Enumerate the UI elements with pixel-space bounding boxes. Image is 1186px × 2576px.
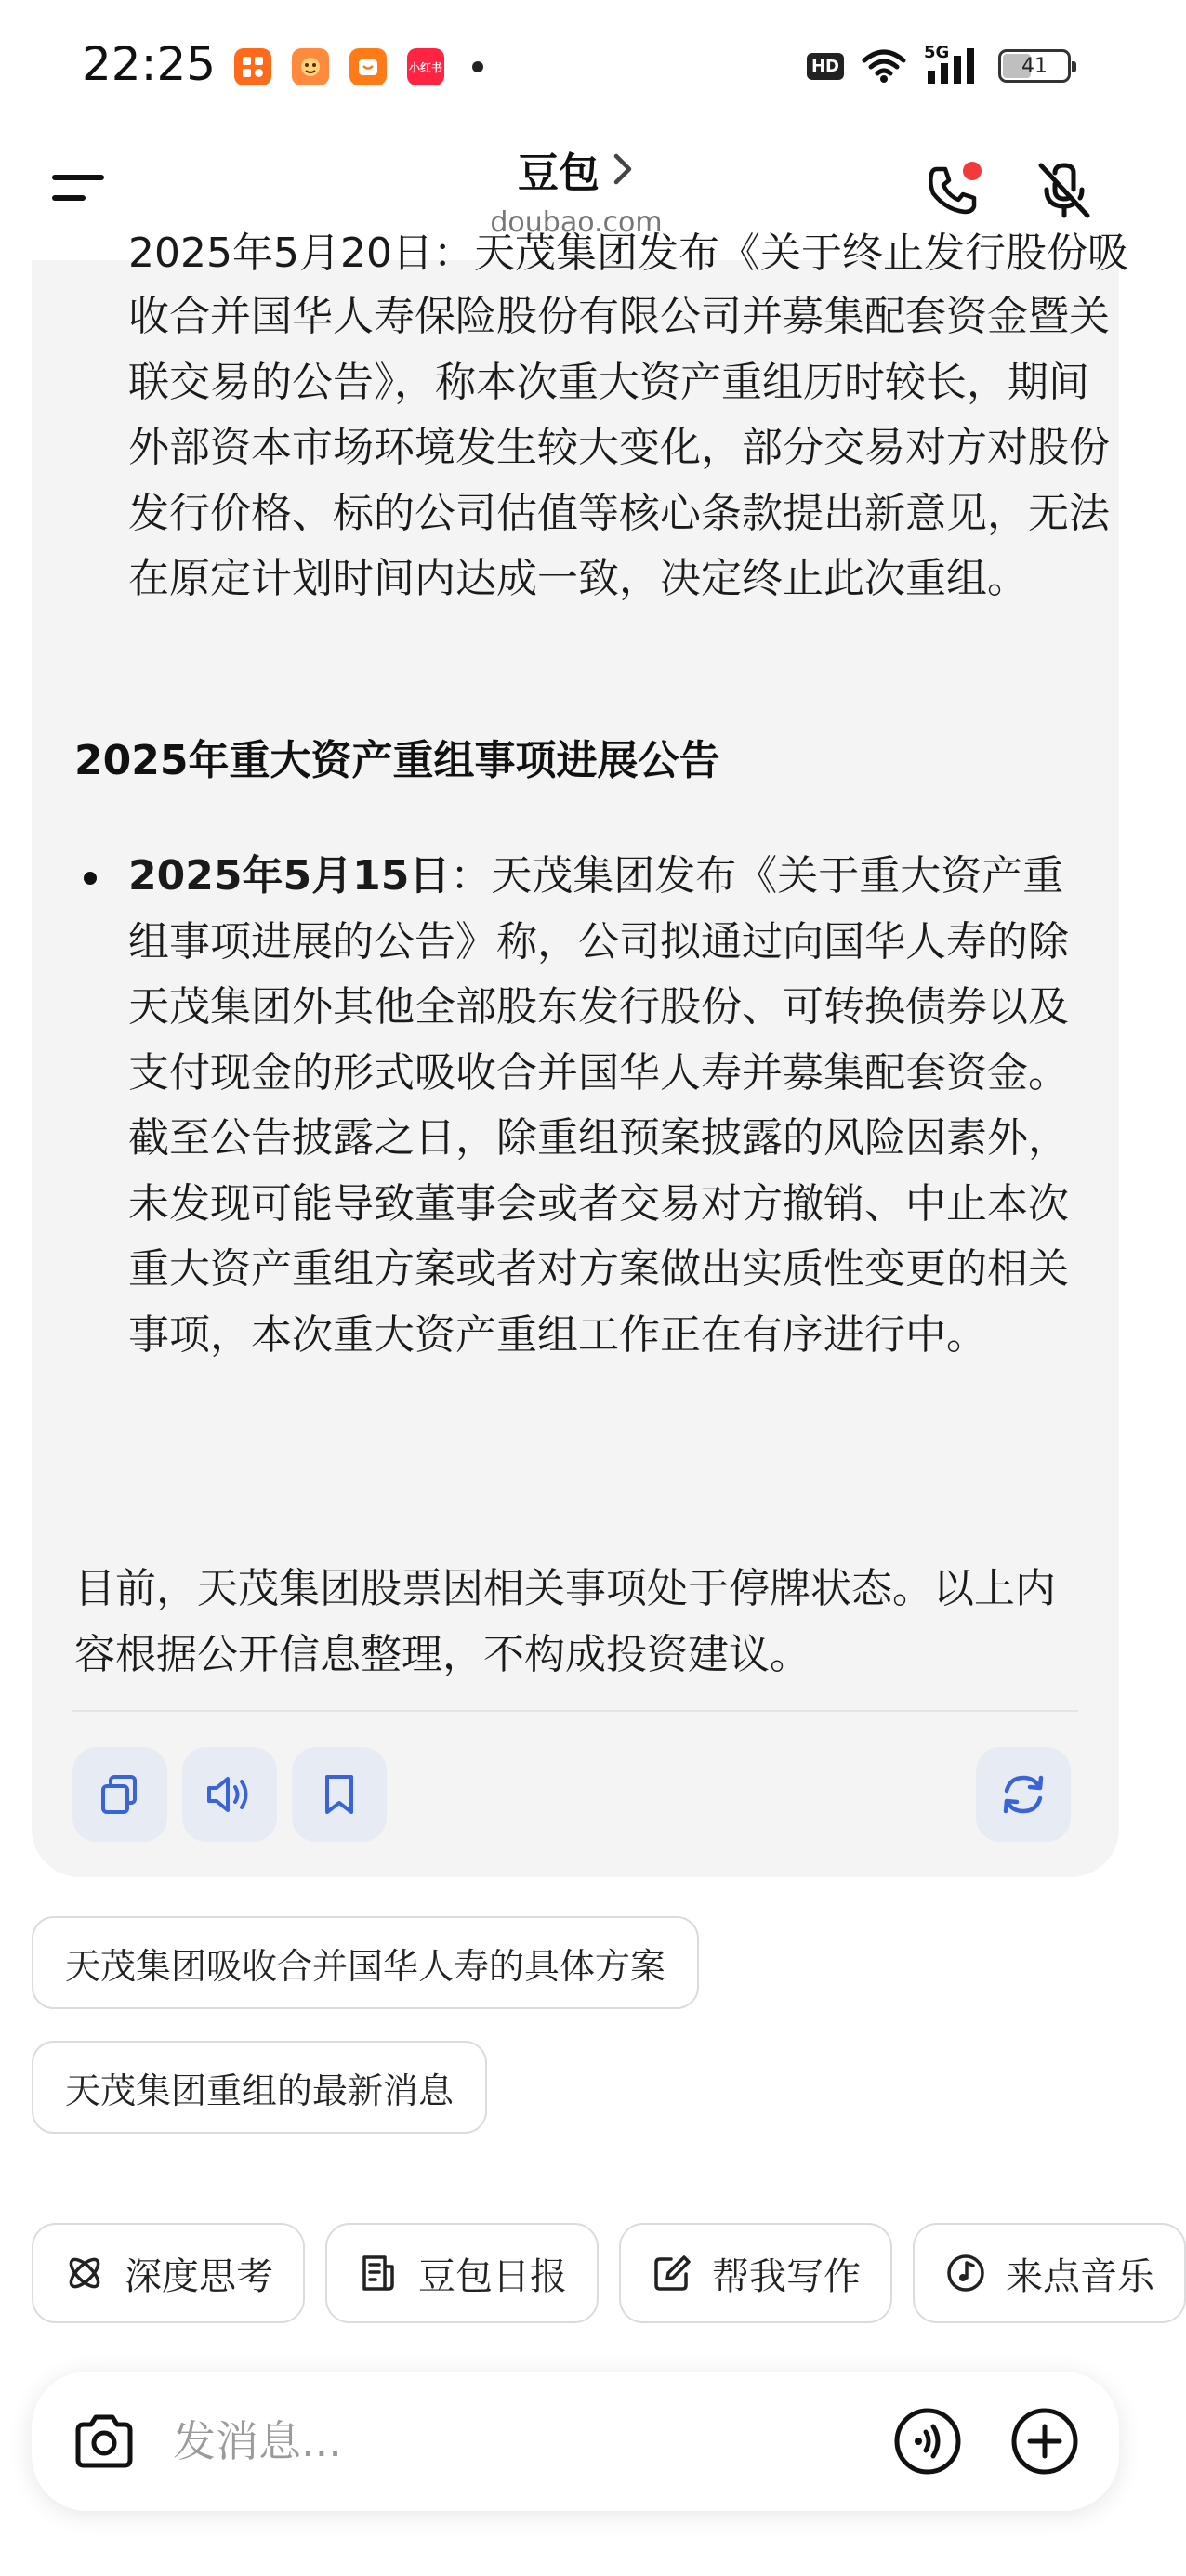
hd-badge: HD xyxy=(807,53,844,80)
phone-icon[interactable] xyxy=(920,158,985,223)
tool-label: 帮我写作 xyxy=(712,2254,861,2298)
page-title-text: 豆包 xyxy=(518,150,600,197)
bullet-body: ：天茂集团发布《关于重大资产重组事项进展的公告》称，公司拟通过向国华人寿的除天茂集团外其他全部股东发行股份、可转换债券以及支付现金的形式吸收合并国华人寿并募集配套资金。截至公告披露之日，除重组预案披露的风险因素外，未发现可能导致董事会或者交易对方撤销、中止本次重大资产重组方案或者对方案做出实质性变更的相关事项，本次重大资产重组工作正在有序进行中。 xyxy=(128,852,1069,1359)
closing-paragraph: 目前，天茂集团股票因相关事项处于停牌状态。以上内容根据公开信息整理，不构成投资建议。 xyxy=(74,1565,1056,1678)
bullet-dot xyxy=(84,872,97,885)
tool-label: 豆包日报 xyxy=(418,2254,567,2298)
signal-bars-icon xyxy=(924,46,982,85)
page-subtitle: doubao.com xyxy=(490,206,663,239)
tool-music[interactable] xyxy=(913,2223,1186,2323)
status-time: 22:25 xyxy=(82,37,217,91)
app-icon-1 xyxy=(234,48,271,85)
status-indicators xyxy=(807,43,1071,85)
camera-icon[interactable] xyxy=(69,2406,139,2477)
copy-icon xyxy=(97,1771,143,1818)
read-aloud-button[interactable] xyxy=(182,1747,277,1842)
notification-app-icons xyxy=(234,48,483,85)
bookmark-button[interactable] xyxy=(292,1747,387,1842)
wifi-icon xyxy=(861,47,907,85)
assistant-message-bubble xyxy=(32,230,1128,1877)
message-input-bar xyxy=(32,2372,1119,2511)
chevron-right-icon xyxy=(611,151,635,188)
bullet-continuation-text: 收合并国华人寿保险股份有限公司并募集配套资金暨关联交易的公告》，称本次重大资产重组历时较长，期间外部资本市场环境发生较大变化，部分交易对方对股份发行价格、标的公司估值等核心条款提出新意见，无法在原定计划时间内达成一致，决定终止此次重组。 xyxy=(128,293,1110,602)
battery-level: 41 xyxy=(1021,54,1048,78)
quick-tools-row[interactable] xyxy=(32,2223,1153,2325)
tool-label: 深度思考 xyxy=(125,2254,273,2298)
tool-deep-thinking[interactable] xyxy=(32,2223,305,2323)
cellular-signal xyxy=(924,43,982,85)
actions-divider xyxy=(72,1710,1078,1712)
section-heading: 2025年重大资产重组事项进展公告 xyxy=(74,737,720,784)
mic-off-icon[interactable] xyxy=(1032,158,1097,223)
partially-hidden-line: 2025年5月20日：天茂集团发布《关于终止发行股份吸 xyxy=(128,230,1128,277)
battery-indicator xyxy=(998,49,1071,83)
notification-dot xyxy=(963,162,982,180)
music-icon xyxy=(944,2252,987,2294)
tool-label: 来点音乐 xyxy=(1006,2254,1154,2298)
page-title[interactable] xyxy=(518,139,635,199)
bullet-text xyxy=(128,844,1069,1368)
voice-call-icon[interactable] xyxy=(892,2406,963,2477)
edit-icon xyxy=(651,2252,693,2294)
news-icon xyxy=(357,2252,400,2294)
copy-button[interactable] xyxy=(72,1747,167,1842)
regenerate-button[interactable] xyxy=(976,1747,1071,1842)
bullet-date: 2025年5月15日 xyxy=(128,852,451,900)
status-bar xyxy=(0,0,1153,139)
speaker-icon xyxy=(204,1771,256,1818)
suggested-question[interactable]: 天茂集团重组的最新消息 xyxy=(32,2041,487,2134)
app-icon-2 xyxy=(292,48,329,85)
message-input[interactable] xyxy=(173,2409,842,2474)
plus-icon[interactable] xyxy=(1009,2406,1080,2477)
tool-daily-news[interactable] xyxy=(325,2223,599,2323)
more-notifications-dot xyxy=(472,61,483,72)
suggested-question[interactable]: 天茂集团吸收合并国华人寿的具体方案 xyxy=(32,1916,699,2009)
regenerate-icon xyxy=(997,1768,1049,1820)
xiaohongshu-icon xyxy=(407,48,444,85)
tool-writing[interactable] xyxy=(619,2223,892,2323)
app-icon-3 xyxy=(349,48,387,85)
atom-icon xyxy=(63,2252,106,2294)
xiaohongshu-label: 小红书 xyxy=(408,60,442,74)
bookmark-icon xyxy=(316,1771,362,1818)
network-type: 5G xyxy=(924,43,950,62)
